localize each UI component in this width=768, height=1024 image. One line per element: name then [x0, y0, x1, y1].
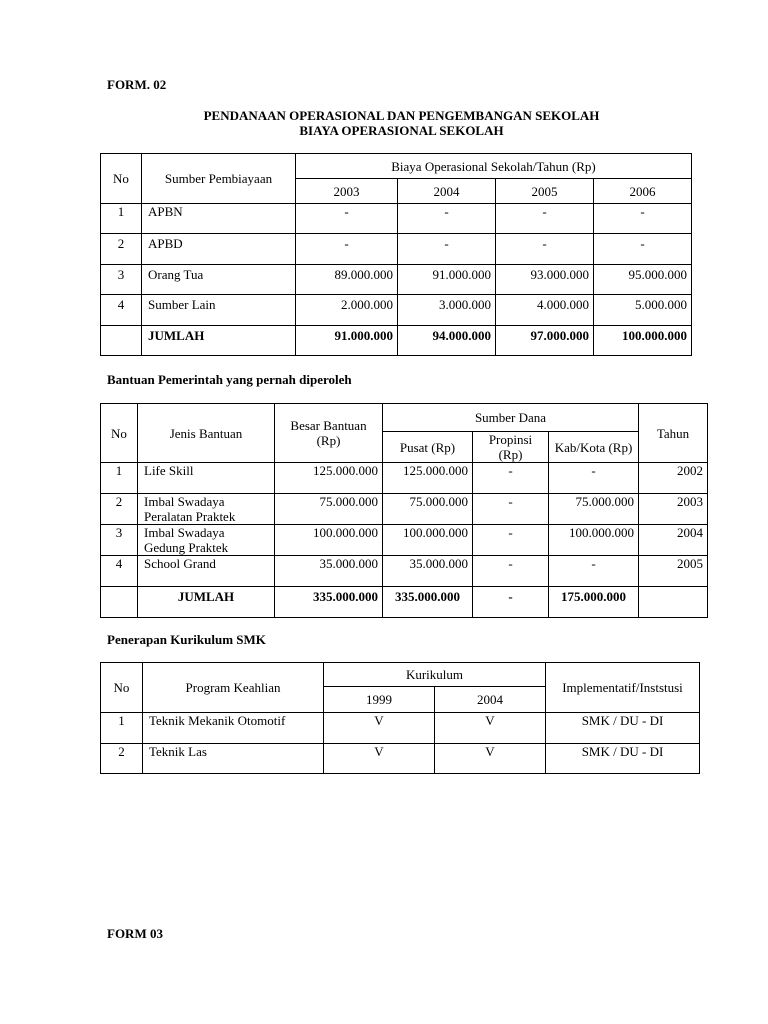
cell-implementation: SMK / DU - DI — [546, 713, 700, 744]
table-row — [101, 265, 692, 295]
form-label: FORM. 02 — [107, 77, 167, 92]
header-aid-amount: Besar Bantuan (Rp) — [275, 404, 383, 463]
cell-kabkota: - — [549, 556, 639, 587]
cell-value: - — [594, 234, 692, 265]
cell-source: APBN — [142, 204, 296, 234]
total-label: JUMLAH — [142, 326, 296, 356]
total-year — [639, 587, 708, 618]
government-aid-table — [100, 403, 708, 618]
cell-value: 2.000.000 — [296, 295, 398, 326]
cell-no: 4 — [101, 556, 138, 587]
cell-propinsi: - — [473, 463, 549, 494]
cell-propinsi: - — [473, 525, 549, 556]
table-row — [101, 744, 700, 774]
cell-program: Teknik Las — [143, 744, 324, 774]
cell-pusat: 35.000.000 — [383, 556, 473, 587]
header-year: 2005 — [496, 179, 594, 204]
cell-kabkota: 100.000.000 — [549, 525, 639, 556]
operational-cost-table — [100, 153, 692, 356]
total-row — [101, 326, 692, 356]
header-no: No — [101, 663, 143, 713]
header-cost-group: Biaya Operasional Sekolah/Tahun (Rp) — [296, 154, 692, 179]
cell-value: - — [496, 204, 594, 234]
cell-pusat: 125.000.000 — [383, 463, 473, 494]
header-year: 2004 — [398, 179, 496, 204]
header-fund-source: Sumber Dana — [383, 404, 639, 432]
cell-value: - — [296, 234, 398, 265]
total-kabkota: 175.000.000 — [549, 587, 639, 618]
cell-pusat: 100.000.000 — [383, 525, 473, 556]
cell-source: APBD — [142, 234, 296, 265]
curriculum-table — [100, 662, 700, 774]
header-curriculum-year: 1999 — [324, 687, 435, 713]
header-year: 2003 — [296, 179, 398, 204]
header-kabkota: Kab/Kota (Rp) — [549, 432, 639, 463]
cell-amount: 35.000.000 — [275, 556, 383, 587]
cell-year: 2004 — [639, 525, 708, 556]
cell-no: 1 — [101, 463, 138, 494]
cell-propinsi: - — [473, 494, 549, 525]
cell-aid-type-line: Imbal Swadaya — [144, 494, 225, 509]
cell-source: Sumber Lain — [142, 295, 296, 326]
cell-aid-type: Life Skill — [138, 463, 275, 494]
cell-check: V — [324, 744, 435, 774]
cell-check: V — [324, 713, 435, 744]
cell-value: 91.000.000 — [398, 265, 496, 295]
table-row — [101, 463, 708, 494]
cell-aid-type-line: Imbal Swadaya — [144, 525, 225, 540]
form3-label: FORM 03 — [107, 926, 163, 941]
header-propinsi: Propinsi (Rp) — [473, 432, 549, 463]
header-source: Sumber Pembiayaan — [142, 154, 296, 204]
section-title-curriculum: Penerapan Kurikulum SMK — [107, 632, 266, 647]
cell-value: 89.000.000 — [296, 265, 398, 295]
cell-no: 1 — [101, 713, 143, 744]
cell-aid-type-line: Gedung Praktek — [144, 540, 229, 555]
cell-no: 3 — [101, 265, 142, 295]
cell-aid-type: School Grand — [138, 556, 275, 587]
cell-value: 4.000.000 — [496, 295, 594, 326]
cell-value: - — [496, 234, 594, 265]
cell-value: 95.000.000 — [594, 265, 692, 295]
cell-value: 93.000.000 — [496, 265, 594, 295]
cell-kabkota: 75.000.000 — [549, 494, 639, 525]
page-title-line2: BIAYA OPERASIONAL SEKOLAH — [299, 123, 504, 138]
cell-program: Teknik Mekanik Otomotif — [143, 713, 324, 744]
cell-aid-type — [138, 525, 275, 556]
cell-year: 2003 — [639, 494, 708, 525]
header-curriculum-year: 2004 — [435, 687, 546, 713]
section-title-government-aid: Bantuan Pemerintah yang pernah diperoleh — [107, 372, 352, 387]
header-program: Program Keahlian — [143, 663, 324, 713]
cell-implementation: SMK / DU - DI — [546, 744, 700, 774]
table-row — [101, 295, 692, 326]
cell-check: V — [435, 713, 546, 744]
cell-year: 2002 — [639, 463, 708, 494]
cell-value: - — [296, 204, 398, 234]
cell-no: 2 — [101, 744, 143, 774]
total-propinsi: - — [473, 587, 549, 618]
page-title-line1: PENDANAAN OPERASIONAL DAN PENGEMBANGAN SEKOLAH — [203, 108, 600, 123]
table-row — [101, 525, 708, 556]
cell-no: 2 — [101, 494, 138, 525]
total-value: 100.000.000 — [594, 326, 692, 356]
cell-no: 4 — [101, 295, 142, 326]
header-no: No — [101, 404, 138, 463]
cell-check: V — [435, 744, 546, 774]
header-pusat: Pusat (Rp) — [383, 432, 473, 463]
cell-no-empty — [101, 587, 138, 618]
header-no: No — [101, 154, 142, 204]
cell-amount: 75.000.000 — [275, 494, 383, 525]
header-curriculum: Kurikulum — [324, 663, 546, 687]
header-aid-type: Jenis Bantuan — [138, 404, 275, 463]
cell-value: 5.000.000 — [594, 295, 692, 326]
cell-value: - — [398, 204, 496, 234]
header-year: 2006 — [594, 179, 692, 204]
cell-no: 1 — [101, 204, 142, 234]
cell-source: Orang Tua — [142, 265, 296, 295]
total-label: JUMLAH — [138, 587, 275, 618]
cell-no: 3 — [101, 525, 138, 556]
header-implementation: Implementatif/Inststusi — [546, 663, 700, 713]
cell-year: 2005 — [639, 556, 708, 587]
cell-value: 3.000.000 — [398, 295, 496, 326]
total-row — [101, 587, 708, 618]
table-row — [101, 556, 708, 587]
total-value: 94.000.000 — [398, 326, 496, 356]
cell-amount: 100.000.000 — [275, 525, 383, 556]
cell-no-empty — [101, 326, 142, 356]
cell-propinsi: - — [473, 556, 549, 587]
total-value: 97.000.000 — [496, 326, 594, 356]
table-row — [101, 234, 692, 265]
cell-no: 2 — [101, 234, 142, 265]
cell-amount: 125.000.000 — [275, 463, 383, 494]
table-row — [101, 204, 692, 234]
cell-kabkota: - — [549, 463, 639, 494]
total-amount: 335.000.000 — [275, 587, 383, 618]
cell-pusat: 75.000.000 — [383, 494, 473, 525]
cell-aid-type — [138, 494, 275, 525]
cell-aid-type-line: Peralatan Praktek — [144, 509, 236, 524]
table-row — [101, 713, 700, 744]
header-year: Tahun — [639, 404, 708, 463]
total-value: 91.000.000 — [296, 326, 398, 356]
cell-value: - — [594, 204, 692, 234]
table-row — [101, 494, 708, 525]
total-pusat: 335.000.000 — [383, 587, 473, 618]
cell-value: - — [398, 234, 496, 265]
